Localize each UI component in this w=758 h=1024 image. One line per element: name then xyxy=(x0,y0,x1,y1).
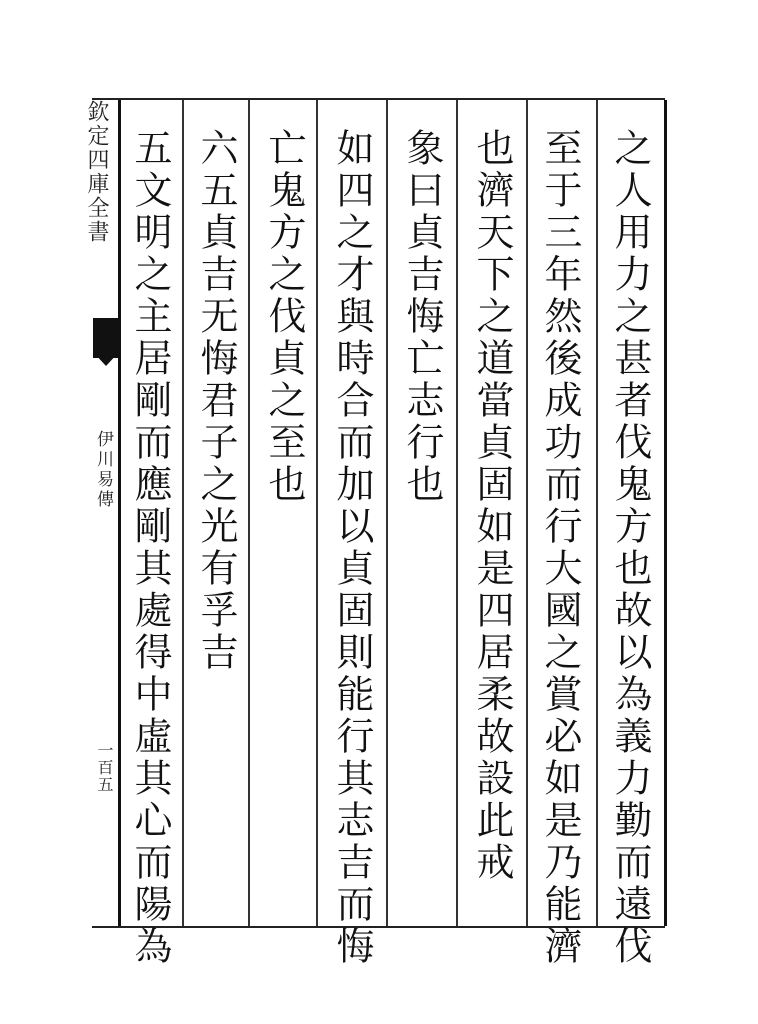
margin-collection-title: 欽定四庫全書 xyxy=(84,100,109,244)
column-rule xyxy=(526,100,528,926)
text-column-7: 六五貞吉无悔君子之光有孚吉 xyxy=(194,128,238,674)
text-column-4: 象曰貞吉悔亡志行也 xyxy=(400,128,444,506)
text-column-1: 之人用力之甚者伐鬼方也故以為義力勤而遠伐 xyxy=(608,128,652,968)
text-column-8: 五文明之主居剛而應剛其處得中虛其心而陽為 xyxy=(128,128,172,968)
frame-top-border xyxy=(92,98,665,100)
column-rule xyxy=(182,100,184,926)
column-rule xyxy=(664,100,667,926)
column-rule xyxy=(386,100,388,926)
margin-page-number: 一百五 xyxy=(95,742,114,793)
column-rule xyxy=(596,100,598,926)
column-rule xyxy=(316,100,318,926)
text-column-3: 也濟天下之道當貞固如是四居柔故設此戒 xyxy=(470,128,514,884)
fishtail-marker-tail xyxy=(93,352,119,366)
column-rule xyxy=(118,100,121,926)
margin-book-title: 伊川易傳 xyxy=(93,430,113,510)
column-rule xyxy=(248,100,250,926)
text-column-2: 至于三年然後成功而行大國之賞必如是乃能濟 xyxy=(538,128,582,968)
column-rule xyxy=(456,100,458,926)
text-column-5: 如四之才與時合而加以貞固則能行其志吉而悔 xyxy=(330,128,374,968)
text-column-6: 亡鬼方之伐貞之至也 xyxy=(262,128,306,506)
